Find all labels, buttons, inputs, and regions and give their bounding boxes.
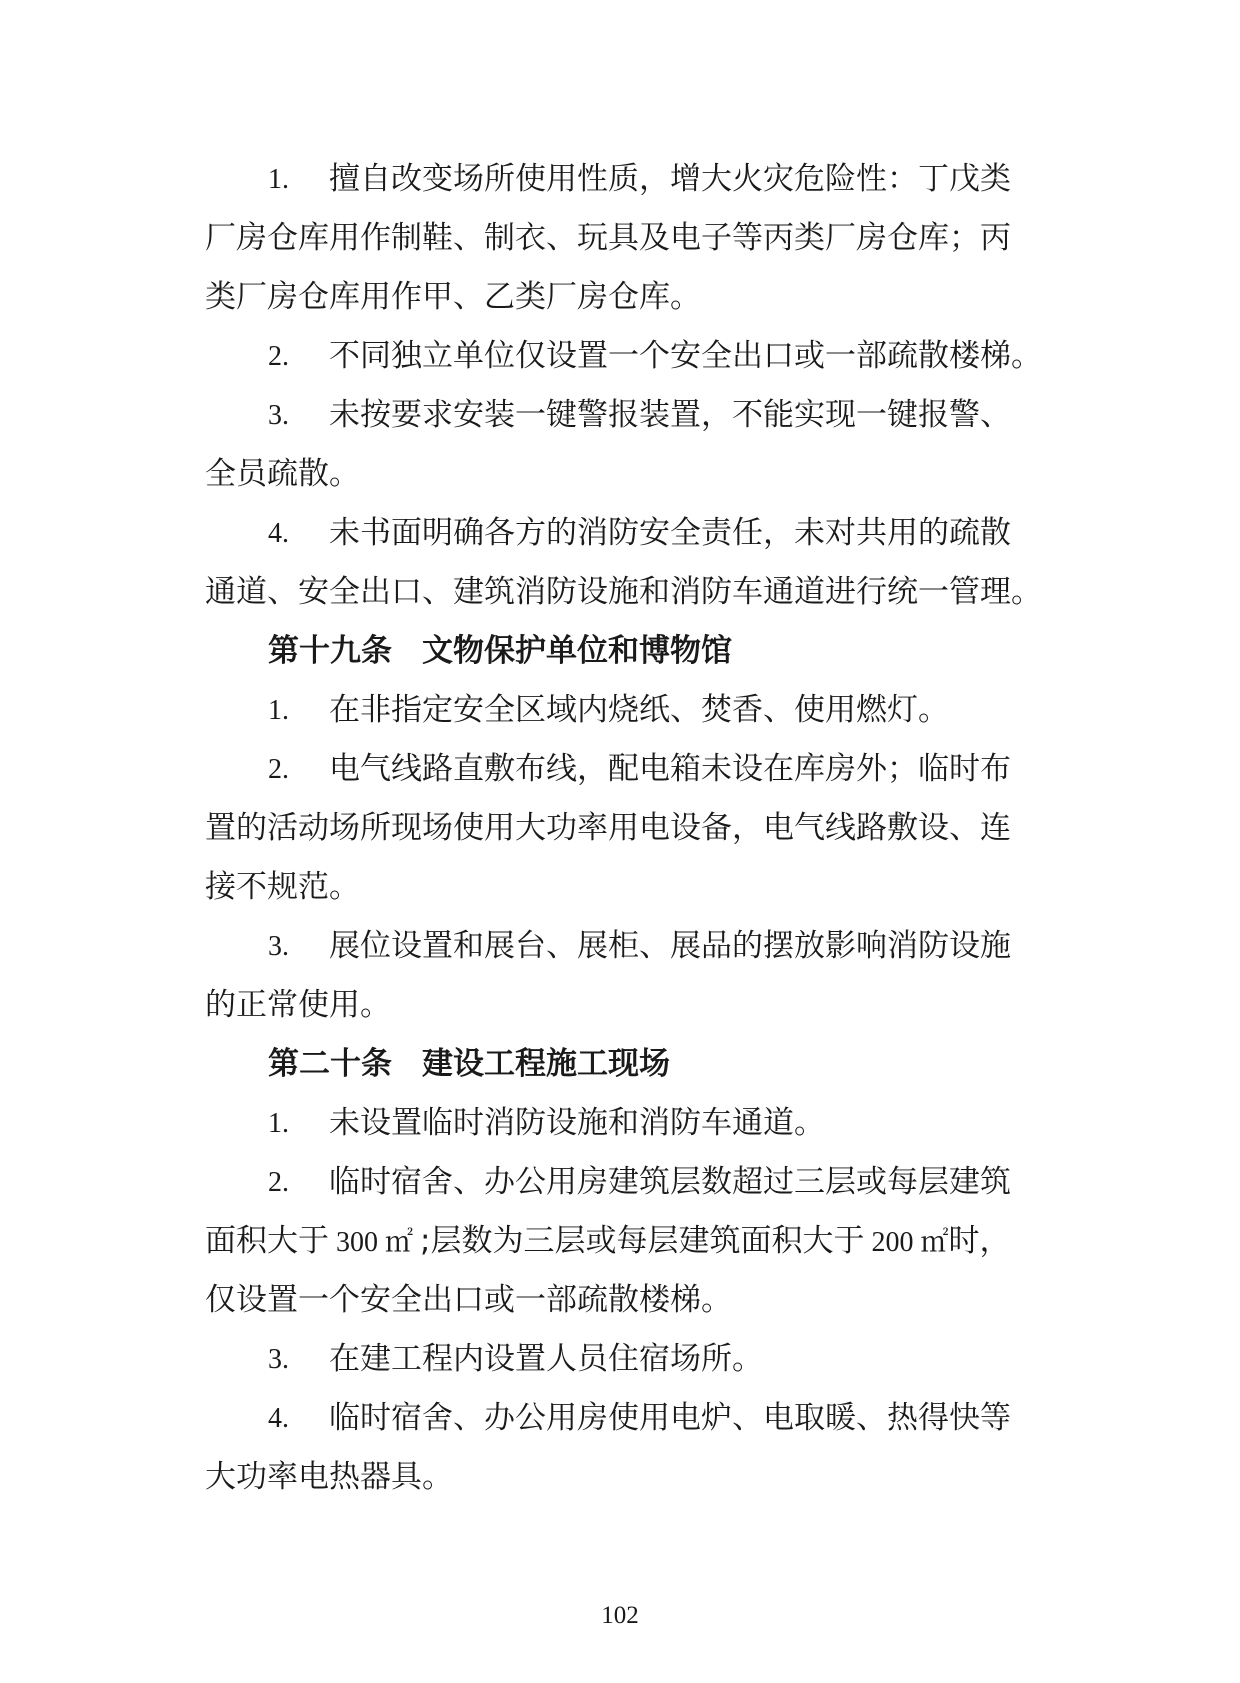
item-number: 1.: [268, 695, 289, 726]
area-value: 200 ㎡: [864, 1227, 949, 1258]
item-number: 1.: [268, 1108, 289, 1139]
item-text: 展位设置和展台、展柜、展品的摆放影响消防设施: [329, 928, 1011, 964]
item-text: [205, 1212, 1010, 1272]
list-item-continuation: [205, 799, 1035, 858]
item-text: 临时宿舍、办公用房建筑层数超过三层或每层建筑: [329, 1164, 1011, 1200]
list-item: [205, 1389, 1035, 1448]
list-item: [205, 917, 1035, 976]
item-text: 在建工程内设置人员住宿场所。: [329, 1341, 763, 1377]
area-value: 300 ㎡: [329, 1227, 421, 1258]
item-text: 大功率电热器具。: [205, 1459, 453, 1495]
list-item-continuation: [205, 1448, 1035, 1507]
list-item: [205, 327, 1042, 386]
list-item: [205, 681, 1035, 740]
list-item: [205, 150, 1035, 209]
item-number: 3.: [268, 1344, 289, 1375]
item-text: 仅设置一个安全出口或一部疏散楼梯。: [205, 1282, 732, 1318]
text-segment: 时，: [948, 1223, 1011, 1259]
item-number: 2.: [268, 1167, 289, 1198]
article-heading-text: [268, 1035, 670, 1094]
list-item-continuation: [205, 1212, 1035, 1271]
article-heading: [205, 1035, 1035, 1094]
article-number: 第二十条: [268, 1046, 392, 1082]
list-item-continuation: [205, 976, 1035, 1035]
item-text: 全员疏散。: [205, 456, 360, 492]
list-item-continuation: [205, 563, 1042, 622]
item-text: 未按要求安装一键警报装置，不能实现一键报警、: [329, 397, 1011, 433]
item-number: 2.: [268, 754, 289, 785]
list-item-continuation: [205, 445, 1035, 504]
item-number: 3.: [268, 400, 289, 431]
item-text: 在非指定安全区域内烧纸、焚香、使用燃灯。: [329, 692, 949, 728]
list-item: [205, 504, 1035, 563]
list-item: [205, 1094, 1035, 1153]
item-text: 临时宿舍、办公用房使用电炉、电取暖、热得快等: [329, 1400, 1011, 1436]
item-text: 未书面明确各方的消防安全责任，未对共用的疏散: [329, 515, 1011, 551]
page-number: 102: [601, 1602, 639, 1629]
item-text: 置的活动场所现场使用大功率用电设备，电气线路敷设、连: [205, 810, 1011, 846]
list-item: [205, 386, 1035, 445]
item-text: 不同独立单位仅设置一个安全出口或一部疏散楼梯。: [329, 338, 1042, 374]
item-text: 的正常使用。: [205, 987, 391, 1023]
item-number: 2.: [268, 341, 289, 372]
item-text: 电气线路直敷布线，配电箱未设在库房外；临时布: [329, 751, 1011, 787]
article-heading: [205, 622, 1035, 681]
item-number: 3.: [268, 931, 289, 962]
article-number: 第十九条: [268, 633, 392, 669]
list-item-continuation: [205, 858, 1035, 917]
list-item-continuation: [205, 209, 1035, 268]
text-segment: ;层数为三层或每层建筑面积大于: [420, 1223, 865, 1259]
item-number: 4.: [268, 518, 289, 549]
article-heading-text: [268, 622, 732, 681]
item-number: 4.: [268, 1403, 289, 1434]
item-text: 擅自改变场所使用性质，增大火灾危险性：丁戊类: [329, 161, 1011, 197]
list-item: [205, 740, 1035, 799]
article-title: 文物保护单位和博物馆: [422, 633, 732, 669]
item-text: 厂房仓库用作制鞋、制衣、玩具及电子等丙类厂房仓库；丙: [205, 220, 1011, 256]
list-item-continuation: [205, 268, 1035, 327]
item-text: 通道、安全出口、建筑消防设施和消防车通道进行统一管理。: [205, 574, 1042, 610]
list-item-continuation: [205, 1271, 1035, 1330]
page-body: [205, 150, 1042, 1507]
item-text: 接不规范。: [205, 869, 360, 905]
item-number: 1.: [268, 164, 289, 195]
item-text: 未设置临时消防设施和消防车通道。: [329, 1105, 825, 1141]
text-segment: 面积大于: [205, 1223, 329, 1259]
item-text: 类厂房仓库用作甲、乙类厂房仓库。: [205, 279, 701, 315]
list-item: [205, 1330, 1035, 1389]
article-title: 建设工程施工现场: [422, 1046, 670, 1082]
list-item: [205, 1153, 1035, 1212]
